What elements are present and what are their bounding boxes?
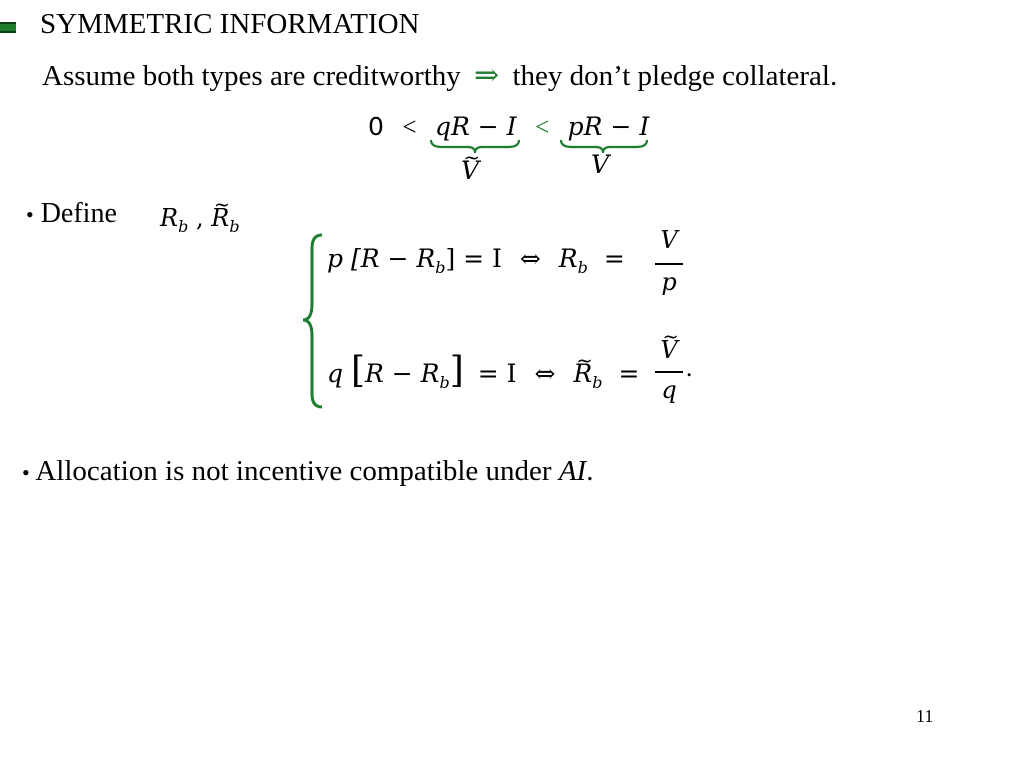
ineq-high-expr: pR − I [567,112,650,141]
row2-close-bracket: ] [449,350,464,391]
row1-sub: b [435,258,446,277]
row2-eq-i: = I [477,359,517,388]
conclusion-text: Allocation is not incentive compatible under [35,455,559,487]
row2-denominator: q [661,376,677,404]
label-v-tilde: ~ V [461,156,479,185]
system-row-2 [327,350,639,392]
row2-sub: b [439,373,450,392]
intro-text-before: Assume both types are creditworthy [42,60,461,92]
conclusion-emph: AI [558,455,587,487]
bullet-define: • [26,202,34,227]
slide-title: SYMMETRIC INFORMATION [40,8,420,40]
implies-arrow: ⇒ [474,59,500,92]
intro-text-after: they don’t pledge collateral. [512,60,838,92]
var-rb-tilde: ~ R [211,204,229,232]
var-rb-sub: b [178,216,189,236]
row1-res-sub: b [577,258,588,277]
row2-open-bracket: [ [350,350,366,391]
ineq-lt-2: < [535,114,550,141]
page-number: 11 [916,706,934,726]
ineq-lt-1: < [402,114,417,141]
system-left-brace [300,232,326,412]
row1-res: R [558,244,578,273]
bullet-conclusion: • [22,460,30,485]
row2-fraction-bar [655,371,683,373]
row2-lhs: q [327,359,344,388]
row1-denominator: p [661,268,677,296]
conclusion-line [22,455,593,488]
row1-numerator: V [660,226,678,254]
var-rb-tilde-sub: b [229,216,240,236]
ineq-low-expr: qR − I [435,112,517,141]
label-v: V [591,150,610,179]
row1-iff: ⇔ [519,244,541,273]
row2-iff: ⇔ [534,359,556,388]
define-line [26,198,117,230]
row2-eq: = [618,359,640,388]
row2-period: . [686,355,693,382]
row2-res-sub: b [592,373,603,392]
conclusion-end: . [586,455,594,487]
row2-mid: R − R [365,359,440,388]
row1-rhs: ] = I [445,244,502,273]
define-vars [160,204,240,236]
row1-eq: = [603,244,625,273]
system-row-1 [327,244,625,277]
row1-fraction-bar [655,263,683,265]
row1-lhs: p [R − R [327,244,436,273]
define-label: Define [40,198,117,229]
row2-numerator: ~ V [654,336,684,364]
var-rb: R [160,204,179,232]
title-marker [0,22,16,33]
row2-res: ~ R [573,359,592,388]
intro-line [42,58,837,93]
var-sep: , [195,204,204,232]
ineq-zero: 0 [368,112,384,141]
